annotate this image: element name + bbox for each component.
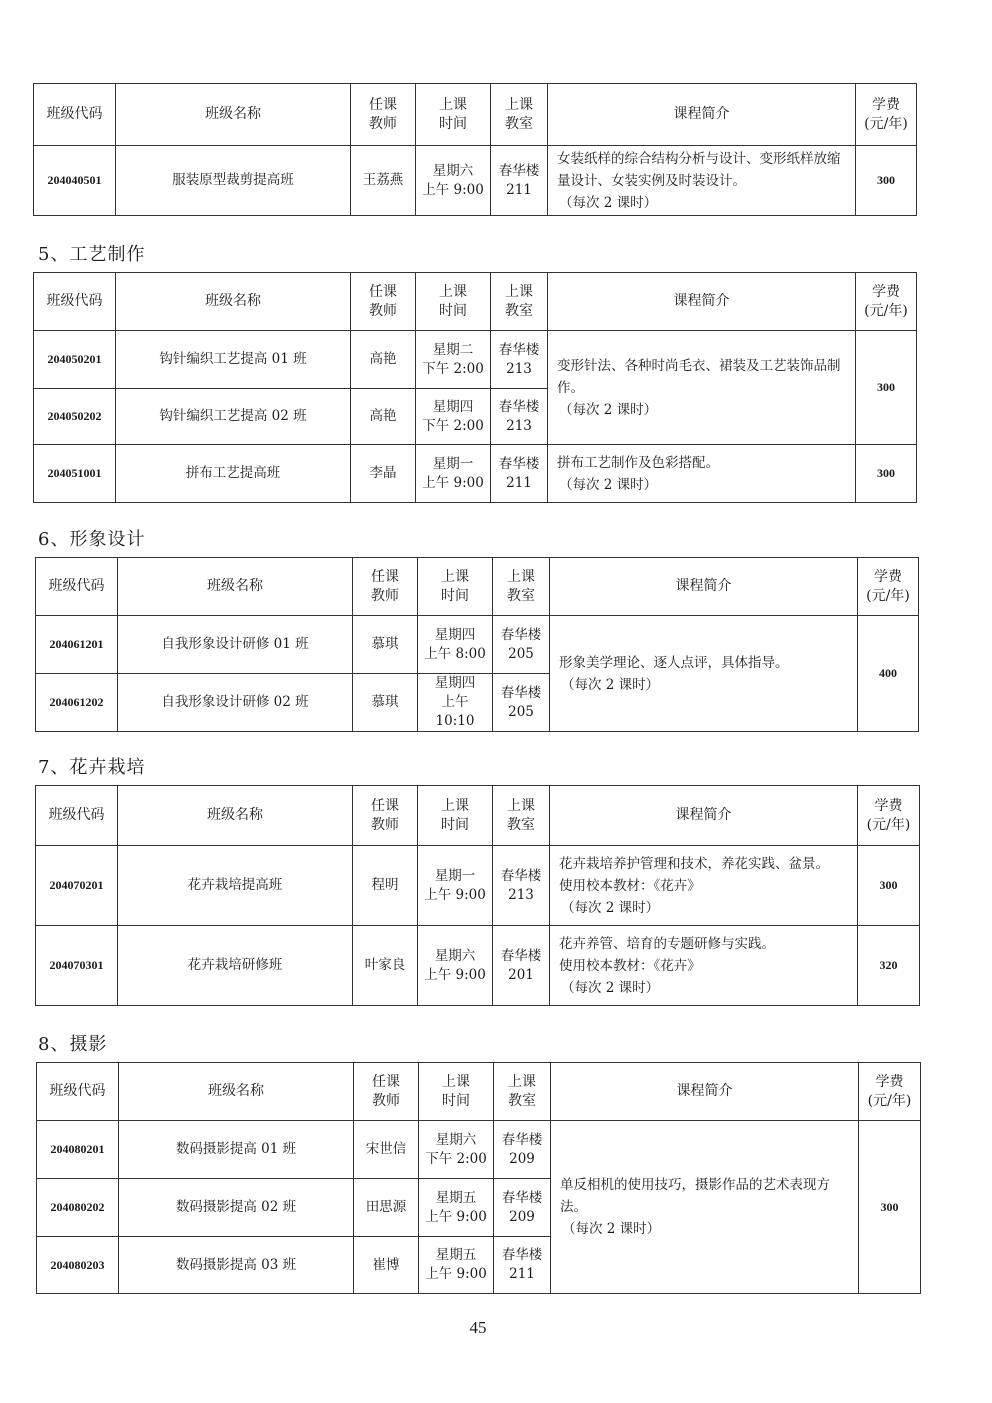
teacher: 宋世信: [354, 1121, 419, 1179]
section-title: 5、工艺制作: [38, 244, 146, 265]
tuition-fee: 300: [859, 1121, 921, 1294]
classroom: 春华楼 213: [491, 331, 548, 389]
header-tuition-fee: 学费 (元/年): [856, 84, 917, 146]
teacher: 慕琪: [353, 674, 418, 732]
class-time: 星期一 上午 9:00: [418, 846, 493, 926]
intro-note: （每次 2 课时）: [559, 401, 658, 418]
course-table-photography: [36, 1062, 921, 1294]
class-time: 星期一 上午 9:00: [416, 445, 491, 503]
tuition-fee: 300: [858, 846, 920, 926]
table-row: [36, 616, 919, 674]
class-code: 204061202: [36, 674, 118, 732]
classroom: 春华楼 201: [493, 926, 550, 1006]
class-name: 钩针编织工艺提高 02 班: [116, 389, 351, 445]
classroom: 春华楼 213: [493, 846, 550, 926]
table-row: [36, 846, 920, 926]
table-row: [37, 1121, 921, 1179]
class-code: 204050201: [34, 331, 116, 389]
class-name: 自我形象设计研修 01 班: [118, 616, 353, 674]
class-time: 星期四 下午 2:00: [416, 389, 491, 445]
classroom: 春华楼 209: [494, 1179, 551, 1237]
table-header-row: [34, 84, 917, 146]
class-name: 数码摄影提高 03 班: [119, 1237, 354, 1294]
section-title: 6、形象设计: [38, 529, 146, 550]
header-tuition-fee: 学费 (元/年): [858, 786, 920, 846]
header-class-name: 班级名称: [116, 273, 351, 331]
header-class-time: 上课 时间: [418, 786, 493, 846]
course-intro: [548, 331, 856, 445]
class-code: 204050202: [34, 389, 116, 445]
intro-textbook: 使用校本教材：《花卉》: [559, 957, 701, 974]
teacher: 王荔燕: [351, 146, 416, 216]
header-class-name: 班级名称: [119, 1063, 354, 1121]
header-class-name: 班级名称: [118, 786, 353, 846]
course-intro: [548, 445, 856, 503]
table-header-row: [37, 1063, 921, 1121]
class-name: 拼布工艺提高班: [116, 445, 351, 503]
header-class-code: 班级代码: [36, 786, 118, 846]
header-course-intro: 课程简介: [548, 273, 856, 331]
class-name: 数码摄影提高 01 班: [119, 1121, 354, 1179]
teacher: 崔博: [354, 1237, 419, 1294]
teacher: 李晶: [351, 445, 416, 503]
header-teacher: 任课 教师: [353, 558, 418, 616]
tuition-fee: 300: [856, 445, 917, 503]
header-class-code: 班级代码: [34, 84, 116, 146]
class-name: 服装原型裁剪提高班: [116, 146, 351, 216]
header-classroom: 上课 教室: [493, 558, 550, 616]
class-time: 星期六 上午 9:00: [416, 146, 491, 216]
header-classroom: 上课 教室: [493, 786, 550, 846]
table-header-row: [36, 558, 919, 616]
classroom: 春华楼 213: [491, 389, 548, 445]
tuition-fee: 400: [858, 616, 919, 732]
teacher: 高艳: [351, 389, 416, 445]
class-code: 204080203: [37, 1237, 119, 1294]
class-code: 204040501: [34, 146, 116, 216]
class-time: 星期五 上午 9:00: [419, 1237, 494, 1294]
section-title: 8、摄影: [38, 1034, 108, 1055]
header-teacher: 任课 教师: [351, 273, 416, 331]
class-code: 204051001: [34, 445, 116, 503]
table-row: [34, 445, 917, 503]
table-header-row: [34, 273, 917, 331]
teacher: 田思源: [354, 1179, 419, 1237]
classroom: 春华楼 205: [493, 674, 550, 732]
header-classroom: 上课 教室: [491, 273, 548, 331]
intro-text: 花卉养管、培育的专题研修与实践。: [559, 935, 775, 952]
class-name: 数码摄影提高 02 班: [119, 1179, 354, 1237]
class-name: 花卉栽培提高班: [118, 846, 353, 926]
header-teacher: 任课 教师: [353, 786, 418, 846]
course-intro: [550, 846, 858, 926]
intro-note: （每次 2 课时）: [561, 979, 660, 996]
tuition-fee: 300: [856, 331, 917, 445]
header-classroom: 上课 教室: [494, 1063, 551, 1121]
class-code: 204080202: [37, 1179, 119, 1237]
intro-text: 花卉栽培养护管理和技术，养花实践、盆景。: [559, 855, 829, 872]
header-course-intro: 课程简介: [550, 786, 858, 846]
header-teacher: 任课 教师: [354, 1063, 419, 1121]
header-tuition-fee: 学费 (元/年): [858, 558, 919, 616]
class-time: 星期四 上午 8:00: [418, 616, 493, 674]
class-code: 204061201: [36, 616, 118, 674]
table-header-row: [36, 786, 920, 846]
class-time: 星期六 下午 2:00: [419, 1121, 494, 1179]
header-classroom: 上课 教室: [491, 84, 548, 146]
teacher: 高艳: [351, 331, 416, 389]
class-name: 钩针编织工艺提高 01 班: [116, 331, 351, 389]
tuition-fee: 300: [856, 146, 917, 216]
classroom: 春华楼 211: [491, 146, 548, 216]
classroom: 春华楼 205: [493, 616, 550, 674]
class-time: 星期五 上午 9:00: [419, 1179, 494, 1237]
page-number: 45: [469, 1318, 487, 1337]
class-code: 204080201: [37, 1121, 119, 1179]
header-class-time: 上课 时间: [416, 84, 491, 146]
intro-note: （每次 2 课时）: [561, 676, 660, 693]
class-time: 星期六 上午 9:00: [418, 926, 493, 1006]
course-table-image-design: [35, 557, 919, 732]
course-intro: [551, 1121, 859, 1294]
header-course-intro: 课程简介: [551, 1063, 859, 1121]
intro-note: （每次 2 课时）: [562, 1221, 661, 1237]
header-teacher: 任课 教师: [351, 84, 416, 146]
class-time: 星期四 上午 10:10: [418, 674, 493, 732]
header-class-time: 上课 时间: [419, 1063, 494, 1121]
teacher: 慕琪: [353, 616, 418, 674]
intro-textbook: 使用校本教材：《花卉》: [559, 877, 701, 894]
header-class-name: 班级名称: [116, 84, 351, 146]
class-name: 自我形象设计研修 02 班: [118, 674, 353, 732]
intro-note: （每次 2 课时）: [559, 194, 658, 211]
intro-text: 女装纸样的综合结构分析与设计、变形纸样放缩量设计、女装实例及时装设计。: [557, 150, 841, 189]
class-name: 花卉栽培研修班: [118, 926, 353, 1006]
intro-note: （每次 2 课时）: [559, 476, 658, 493]
intro-text: 形象美学理论、逐人点评，具体指导。: [559, 654, 789, 671]
tuition-fee: 320: [858, 926, 920, 1006]
header-tuition-fee: 学费 (元/年): [859, 1063, 921, 1121]
header-class-code: 班级代码: [37, 1063, 119, 1121]
header-class-code: 班级代码: [34, 273, 116, 331]
header-class-time: 上课 时间: [418, 558, 493, 616]
table-row: [36, 926, 920, 1006]
header-course-intro: 课程简介: [550, 558, 858, 616]
course-table-flowers: [35, 785, 920, 1006]
header-class-name: 班级名称: [118, 558, 353, 616]
class-code: 204070201: [36, 846, 118, 926]
intro-text: 单反相机的使用技巧，摄影作品的艺术表现方法。: [560, 1177, 830, 1215]
classroom: 春华楼 211: [494, 1237, 551, 1294]
course-intro: [550, 926, 858, 1006]
intro-text: 拼布工艺制作及色彩搭配。: [557, 454, 719, 471]
teacher: 程明: [353, 846, 418, 926]
intro-text: 变形针法、各种时尚毛衣、裙装及工艺装饰品制作。: [557, 357, 841, 396]
course-table-tailoring: [33, 83, 917, 216]
course-intro: [548, 146, 856, 216]
header-class-time: 上课 时间: [416, 273, 491, 331]
table-row: [34, 331, 917, 389]
header-class-code: 班级代码: [36, 558, 118, 616]
intro-note: （每次 2 课时）: [561, 899, 660, 916]
course-intro: [550, 616, 858, 732]
classroom: 春华楼 209: [494, 1121, 551, 1179]
header-tuition-fee: 学费 (元/年): [856, 273, 917, 331]
class-code: 204070301: [36, 926, 118, 1006]
section-title: 7、花卉栽培: [38, 757, 146, 778]
header-course-intro: 课程简介: [548, 84, 856, 146]
classroom: 春华楼 211: [491, 445, 548, 503]
teacher: 叶家良: [353, 926, 418, 1006]
class-time: 星期二 下午 2:00: [416, 331, 491, 389]
table-row: [34, 146, 917, 216]
course-table-crafts: [33, 272, 917, 503]
